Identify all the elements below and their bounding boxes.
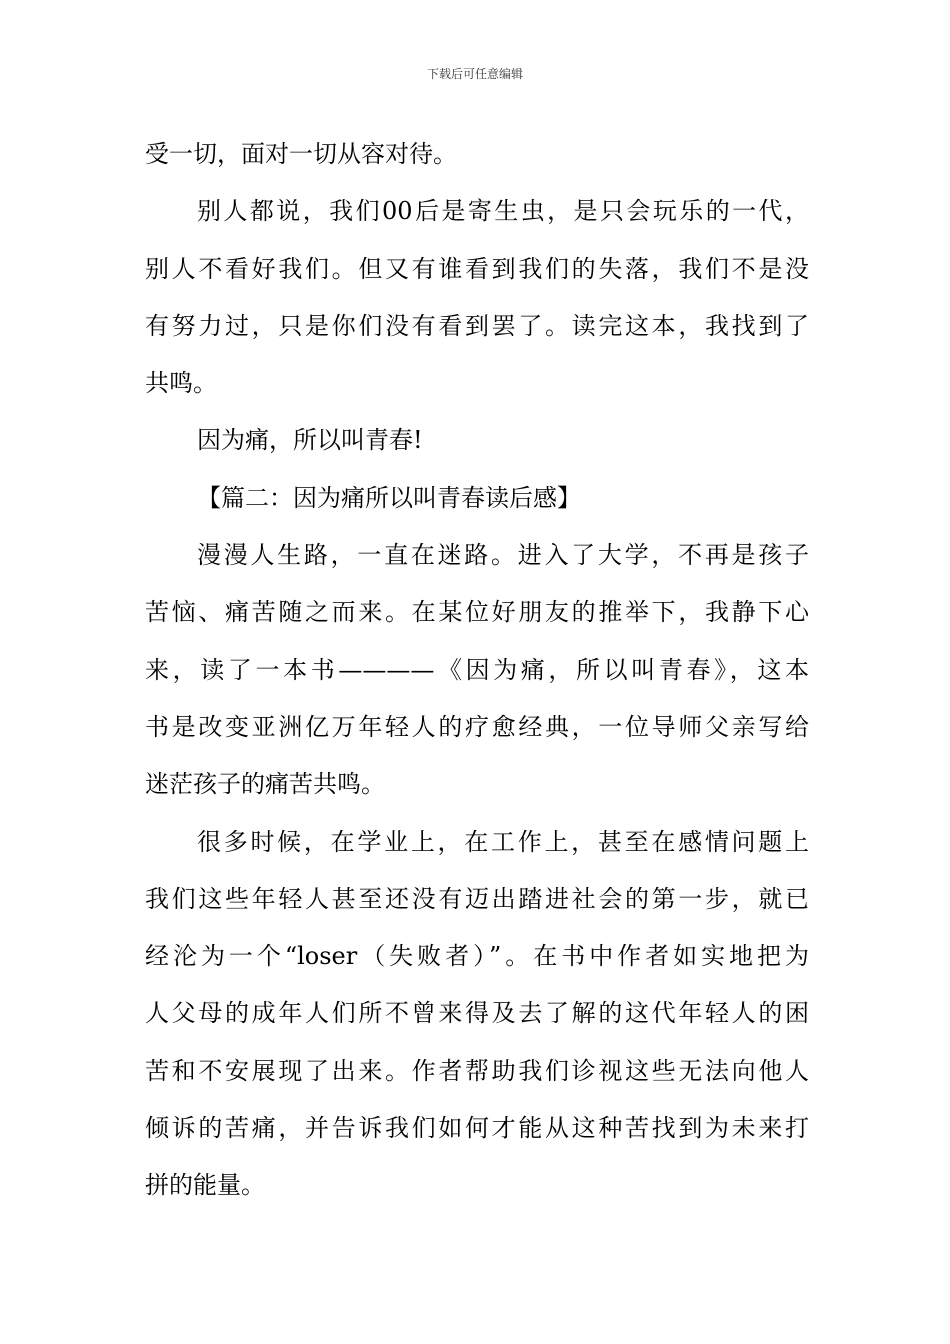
text-line: 苦和不安展现了出来。作者帮助我们诊视这些无法向他人: [145, 1056, 809, 1085]
page-header: 下载后可任意编辑: [426, 67, 523, 81]
text-line: 人父母的成年人们所不曾来得及去了解的这代年轻人的困: [145, 999, 809, 1028]
text-line: 经沦为一个“loser（失败者）”。在书中作者如实地把为: [145, 942, 809, 971]
text-line: 苦恼、痛苦随之而来。在某位好朋友的推举下，我静下心: [145, 598, 809, 627]
text-line: 【篇二：因为痛所以叫青春读后感】: [197, 483, 581, 512]
text-line: 漫漫人生路，一直在迷路。进入了大学，不再是孩子: [197, 541, 809, 570]
text-line: 倾诉的苦痛，并告诉我们如何才能从这种苦找到为未来打: [145, 1114, 809, 1143]
text-line: 有努力过，只是你们没有看到罢了。读完这本，我找到了: [145, 311, 809, 340]
text-line: 因为痛，所以叫青春!: [197, 426, 423, 455]
document-body: [145, 126, 809, 1215]
text-line: 我们这些年轻人甚至还没有迈出踏进社会的第一步，就已: [145, 884, 809, 913]
text-line: 共鸣。: [145, 369, 217, 398]
text-line: 书是改变亚洲亿万年轻人的疗愈经典，一位导师父亲写给: [145, 712, 809, 741]
text-line: 拼的能量。: [145, 1171, 265, 1200]
text-line: 别人不看好我们。但又有谁看到我们的失落，我们不是没: [145, 254, 809, 283]
text-line: 来，读了一本书————《因为痛，所以叫青春》，这本: [145, 655, 809, 684]
text-line: 迷茫孩子的痛苦共鸣。: [145, 770, 385, 799]
text-line: 很多时候，在学业上，在工作上，甚至在感情问题上: [197, 827, 809, 856]
text-line: 别人都说，我们00后是寄生虫，是只会玩乐的一代，: [197, 197, 809, 226]
text-line: 受一切，面对一切从容对待。: [145, 140, 457, 168]
